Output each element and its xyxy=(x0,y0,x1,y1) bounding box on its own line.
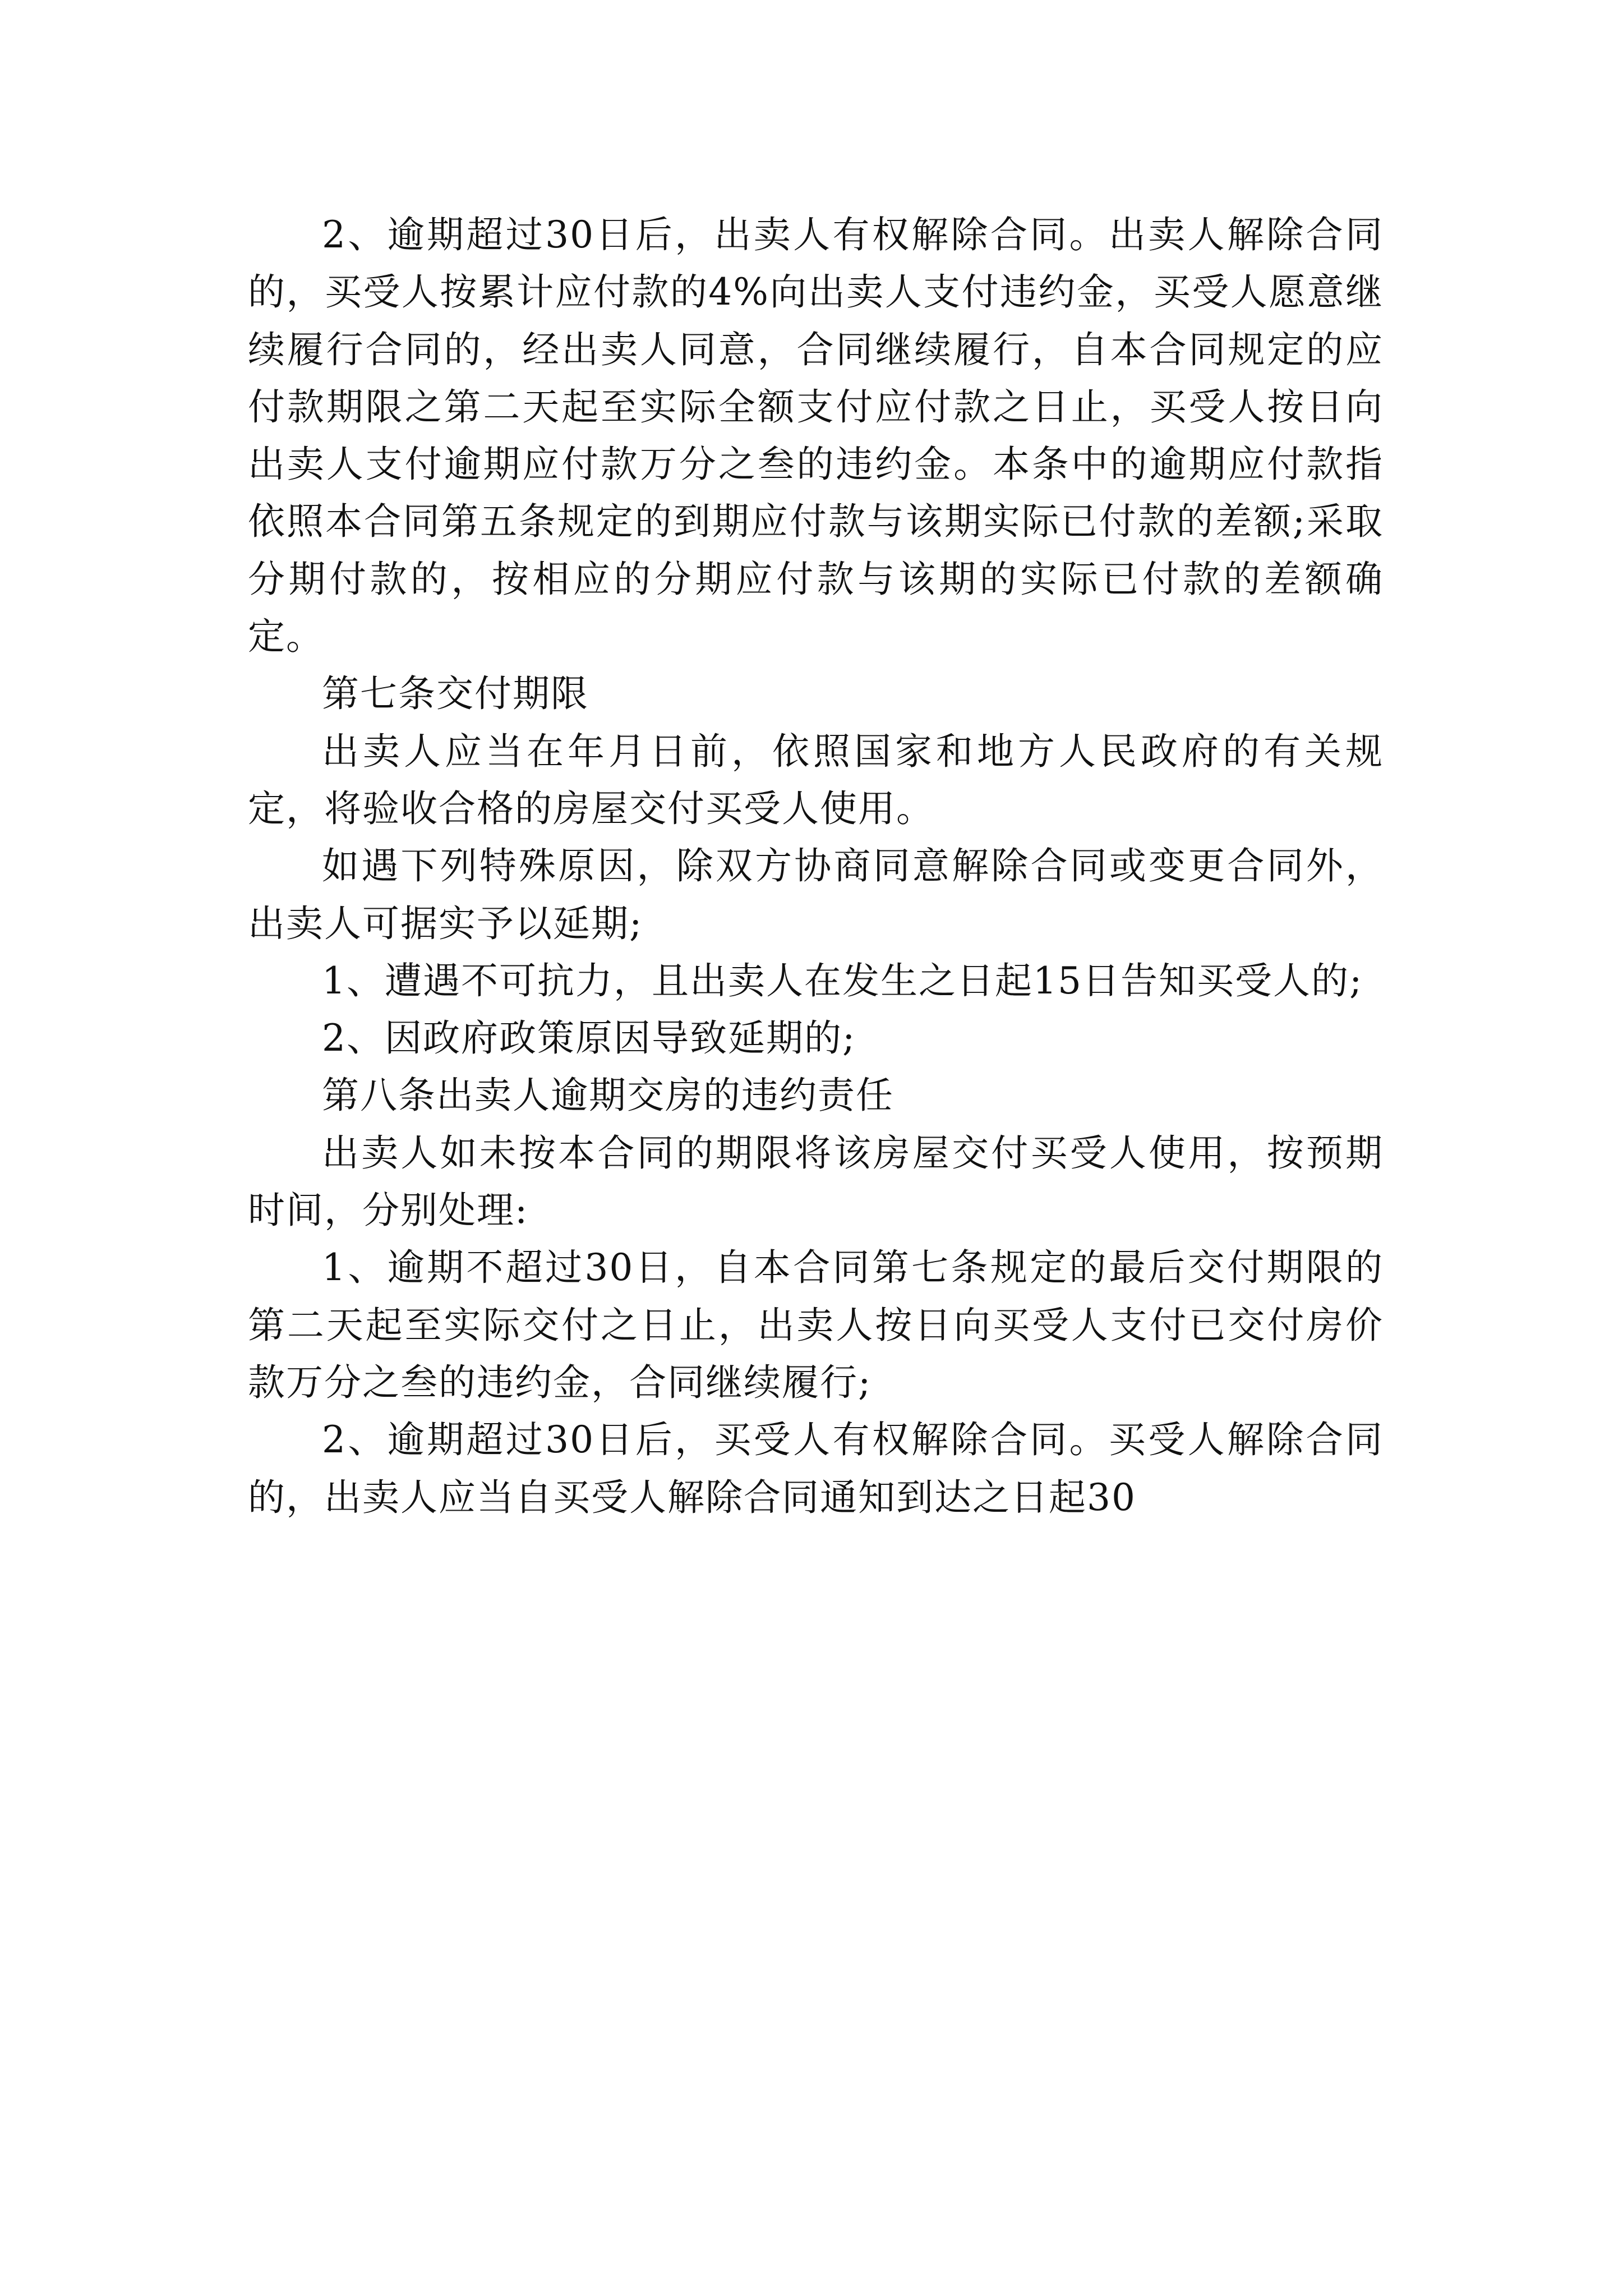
heading-article-8-late-delivery-liability: 第八条出卖人逾期交房的违约责任 xyxy=(322,1074,894,1117)
paragraph-late-delivery-within-30-days: 1、逾期不超过30日，自本合同第七条规定的最后交付期限的第二天起至实际交付之日止，出卖人按日向买受人支付已交付房价款万分之叁的违约金，合同继续履行; xyxy=(248,1246,1384,1404)
paragraph-government-policy: 2、因政府政策原因导致延期的; xyxy=(322,1016,856,1060)
paragraph-force-majeure: 1、遭遇不可抗力，且出卖人在发生之日起15日告知买受人的; xyxy=(322,959,1363,1002)
paragraph-late-payment-over-30-days: 2、逾期超过30日后，出卖人有权解除合同。出卖人解除合同的，买受人按累计应付款的4%向出卖人支付违约金，买受人愿意继续履行合同的，经出卖人同意，合同继续履行，自本合同规定的应付款期限之第二天起至实际全额支付应付款之日止，买受人按日向出卖人支付逾期应付款万分之叁的违约金。本条中的逾期应付款指依照本合同第五条规定的到期应付款与该期实际已付款的差额;采取分期付款的，按相应的分期应付款与该期的实际已付款的差额确定。 xyxy=(248,213,1384,659)
paragraph-late-delivery-handling: 出卖人如未按本合同的期限将该房屋交付买受人使用，按预期时间，分别处理: xyxy=(248,1131,1384,1232)
document-body xyxy=(248,206,1384,1526)
heading-article-7-delivery-deadline: 第七条交付期限 xyxy=(322,672,589,716)
paragraph-delivery-date: 出卖人应当在年月日前，依照国家和地方人民政府的有关规定，将验收合格的房屋交付买受人使用。 xyxy=(248,729,1384,830)
paragraph-special-reasons: 如遇下列特殊原因，除双方协商同意解除合同或变更合同外，出卖人可据实予以延期; xyxy=(248,844,1384,945)
paragraph-late-delivery-over-30-days: 2、逾期超过30日后，买受人有权解除合同。买受人解除合同的，出卖人应当自买受人解除合同通知到达之日起30 xyxy=(248,1418,1384,1519)
